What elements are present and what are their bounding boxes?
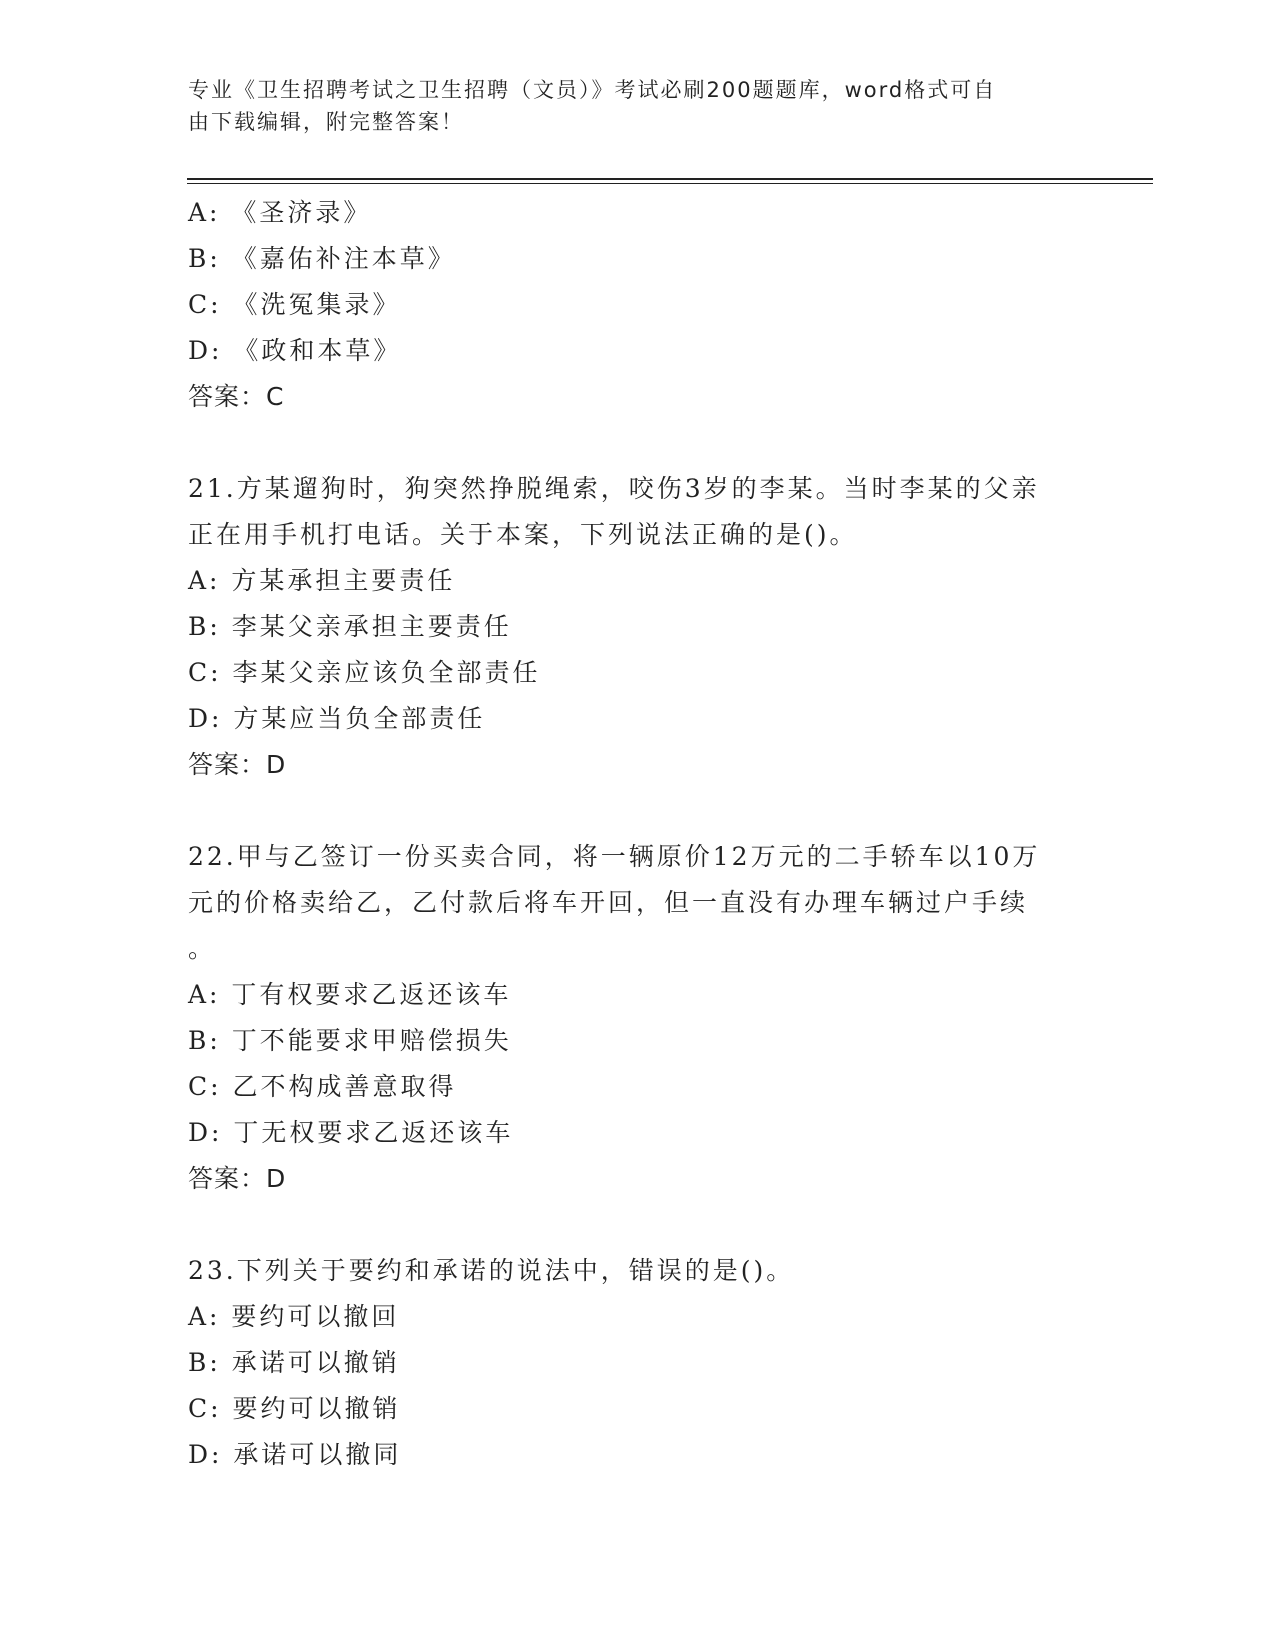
- option-a: A: 丁有权要求乙返还该车: [188, 980, 512, 1009]
- option-c: C: 《洗冤集录》: [188, 290, 401, 319]
- question-21: [188, 466, 1068, 788]
- option-c: C: 乙不构成善意取得: [188, 1072, 457, 1101]
- spacer: [188, 788, 1068, 834]
- answer: 答案：D: [188, 750, 287, 779]
- option-a: A: 方某承担主要责任: [188, 566, 456, 595]
- answer: 答案：C: [188, 382, 285, 411]
- question-stem: 22.甲与乙签订一份买卖合同，将一辆原价12万元的二手轿车以10万: [188, 842, 1041, 871]
- question-content: [188, 190, 1068, 1478]
- question-stem: 正在用手机打电话。关于本案，下列说法正确的是()。: [188, 520, 858, 549]
- question-stem: 。: [188, 934, 217, 963]
- question-stem: 21.方某遛狗时，狗突然挣脱绳索，咬伤3岁的李某。当时李某的父亲: [188, 474, 1040, 503]
- option-a: A: 要约可以撤回: [188, 1302, 400, 1331]
- header-line-1: 专业《卫生招聘考试之卫生招聘（文员）》考试必刷200题题库，word格式可自: [188, 78, 997, 102]
- spacer: [188, 420, 1068, 466]
- question-23: [188, 1248, 1068, 1478]
- option-b: B: 李某父亲承担主要责任: [188, 612, 512, 641]
- option-a: A: 《圣济录》: [188, 198, 372, 227]
- option-b: B: 承诺可以撤销: [188, 1348, 400, 1377]
- question-stem: 23.下列关于要约和承诺的说法中，错误的是()。: [188, 1256, 795, 1285]
- option-b: B: 《嘉佑补注本草》: [188, 244, 456, 273]
- page-header: [188, 74, 1068, 138]
- option-b: B: 丁不能要求甲赔偿损失: [188, 1026, 512, 1055]
- option-c: C: 要约可以撤销: [188, 1394, 401, 1423]
- option-d: D: 丁无权要求乙返还该车: [188, 1118, 514, 1147]
- answer: 答案：D: [188, 1164, 287, 1193]
- header-line-2: 由下载编辑，附完整答案！: [188, 110, 464, 134]
- header-rule-thin: [187, 183, 1153, 184]
- spacer: [188, 1202, 1068, 1248]
- option-c: C: 李某父亲应该负全部责任: [188, 658, 541, 687]
- question-22: [188, 834, 1068, 1202]
- option-d: D: 《政和本草》: [188, 336, 402, 365]
- question-stem: 元的价格卖给乙，乙付款后将车开回，但一直没有办理车辆过户手续: [188, 888, 1029, 917]
- header-rule-thick: [187, 178, 1153, 180]
- option-d: D: 承诺可以撤同: [188, 1440, 402, 1469]
- question-20: [188, 190, 1068, 420]
- option-d: D: 方某应当负全部责任: [188, 704, 486, 733]
